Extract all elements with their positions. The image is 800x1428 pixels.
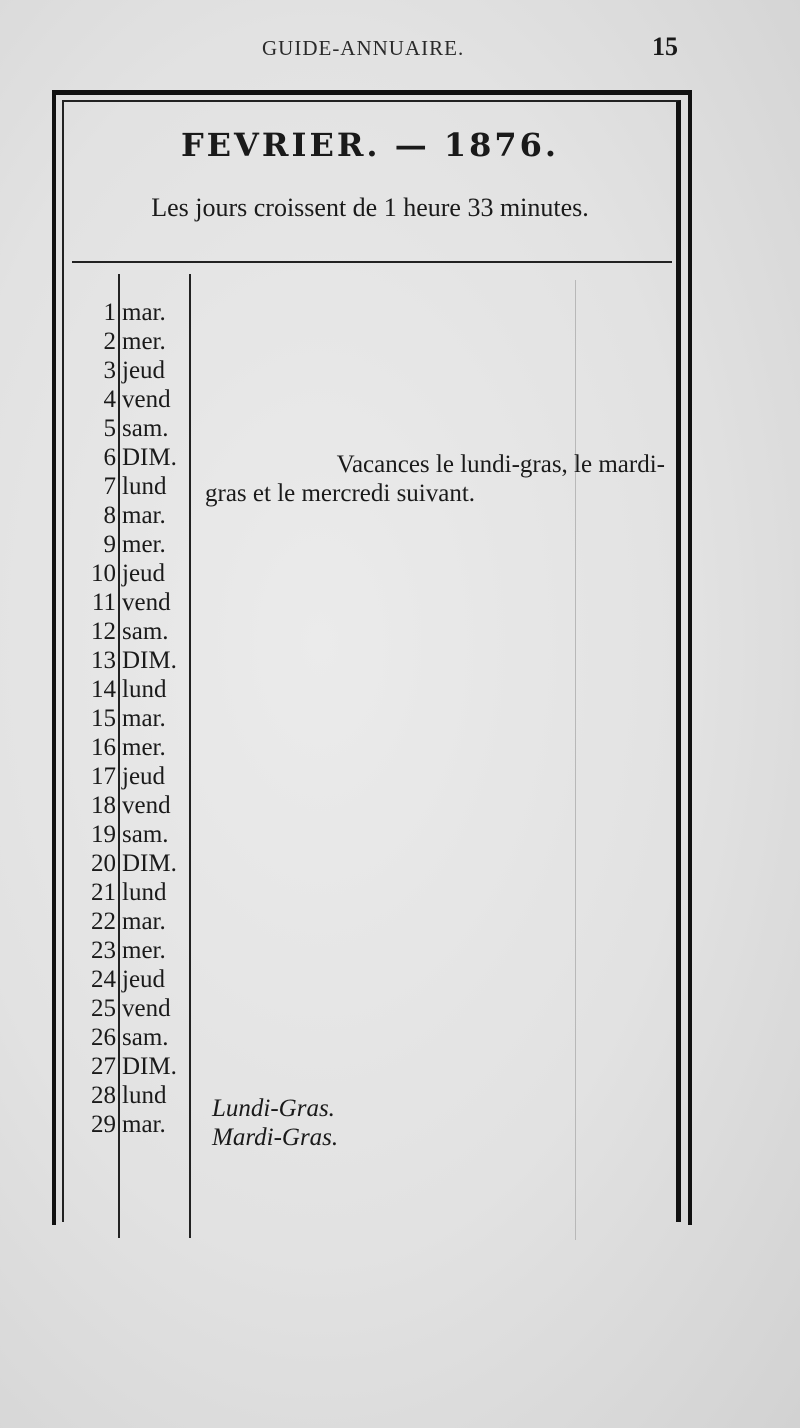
month-title: FEVRIER. — 1876. bbox=[180, 126, 560, 164]
day-name: jeud bbox=[122, 560, 166, 587]
day-number: 23 bbox=[91, 937, 116, 964]
day-number: 2 bbox=[103, 328, 116, 355]
day-number: 22 bbox=[91, 908, 116, 935]
day-number: 4 bbox=[103, 386, 116, 413]
day-number: 11 bbox=[91, 589, 116, 616]
column-rule-daynames bbox=[189, 274, 191, 1238]
day-name: lund bbox=[122, 879, 167, 906]
day-number: 19 bbox=[91, 821, 116, 848]
page-number: 15 bbox=[652, 32, 678, 61]
day-number: 27 bbox=[91, 1053, 116, 1080]
day-number: 12 bbox=[91, 618, 116, 645]
vacation-note-line1: Vacances le lundi-gras, le mardi- bbox=[336, 451, 665, 478]
day-name: mar. bbox=[122, 908, 166, 935]
day-name: mer. bbox=[122, 734, 166, 761]
day-name: lund bbox=[122, 473, 167, 500]
day-number: 1 bbox=[103, 299, 116, 326]
day-name: mer. bbox=[122, 937, 166, 964]
day-number: 26 bbox=[91, 1024, 116, 1051]
day-number: 18 bbox=[91, 792, 116, 819]
day-name: mar. bbox=[122, 299, 166, 326]
day-name: lund bbox=[122, 1082, 167, 1109]
day-name: sam. bbox=[122, 1024, 169, 1051]
day-name: vend bbox=[122, 386, 171, 413]
day-name: jeud bbox=[122, 966, 166, 993]
day-number: 13 bbox=[91, 647, 116, 674]
day-name: lund bbox=[122, 676, 167, 703]
day-number: 8 bbox=[103, 502, 116, 529]
day-name: sam. bbox=[122, 821, 169, 848]
day-number: 24 bbox=[91, 966, 116, 993]
day-number: 7 bbox=[103, 473, 116, 500]
day-number: 29 bbox=[91, 1111, 116, 1138]
day-number: 17 bbox=[91, 763, 116, 790]
day-name: jeud bbox=[122, 763, 166, 790]
vacation-note-line2: gras et le mercredi suivant. bbox=[205, 480, 476, 507]
day-number: 3 bbox=[103, 357, 116, 384]
day-number: 10 bbox=[91, 560, 116, 587]
feast-lundi-gras: Lundi-Gras. bbox=[212, 1095, 335, 1122]
running-head: GUIDE-ANNUAIRE. bbox=[262, 36, 465, 60]
day-number: 21 bbox=[91, 879, 116, 906]
day-name: mar. bbox=[122, 1111, 166, 1138]
feast-mardi-gras: Mardi-Gras. bbox=[212, 1124, 339, 1151]
day-name: DIM. bbox=[122, 1053, 177, 1080]
header-rule bbox=[72, 261, 672, 263]
day-name: DIM. bbox=[122, 444, 177, 471]
day-name: vend bbox=[122, 792, 171, 819]
bleed-through-rule bbox=[575, 280, 576, 1240]
column-rule-numbers bbox=[118, 274, 120, 1238]
day-name: sam. bbox=[122, 415, 169, 442]
day-number: 28 bbox=[91, 1082, 116, 1109]
day-number: 15 bbox=[91, 705, 116, 732]
day-name: jeud bbox=[122, 357, 166, 384]
day-number: 20 bbox=[91, 850, 116, 877]
day-name: sam. bbox=[122, 618, 169, 645]
day-number: 16 bbox=[91, 734, 116, 761]
day-number: 14 bbox=[91, 676, 116, 703]
days-lengthen-subtitle: Les jours croissent de 1 heure 33 minutes. bbox=[151, 193, 589, 222]
day-number: 25 bbox=[91, 995, 116, 1022]
day-number: 6 bbox=[103, 444, 116, 471]
day-name: mar. bbox=[122, 705, 166, 732]
day-name: mer. bbox=[122, 328, 166, 355]
day-name: vend bbox=[122, 995, 171, 1022]
day-name: mer. bbox=[122, 531, 166, 558]
day-number: 9 bbox=[103, 531, 116, 558]
day-number: 5 bbox=[103, 415, 116, 442]
day-name: vend bbox=[122, 589, 171, 616]
day-name: mar. bbox=[122, 502, 166, 529]
day-name: DIM. bbox=[122, 850, 177, 877]
day-name: DIM. bbox=[122, 647, 177, 674]
